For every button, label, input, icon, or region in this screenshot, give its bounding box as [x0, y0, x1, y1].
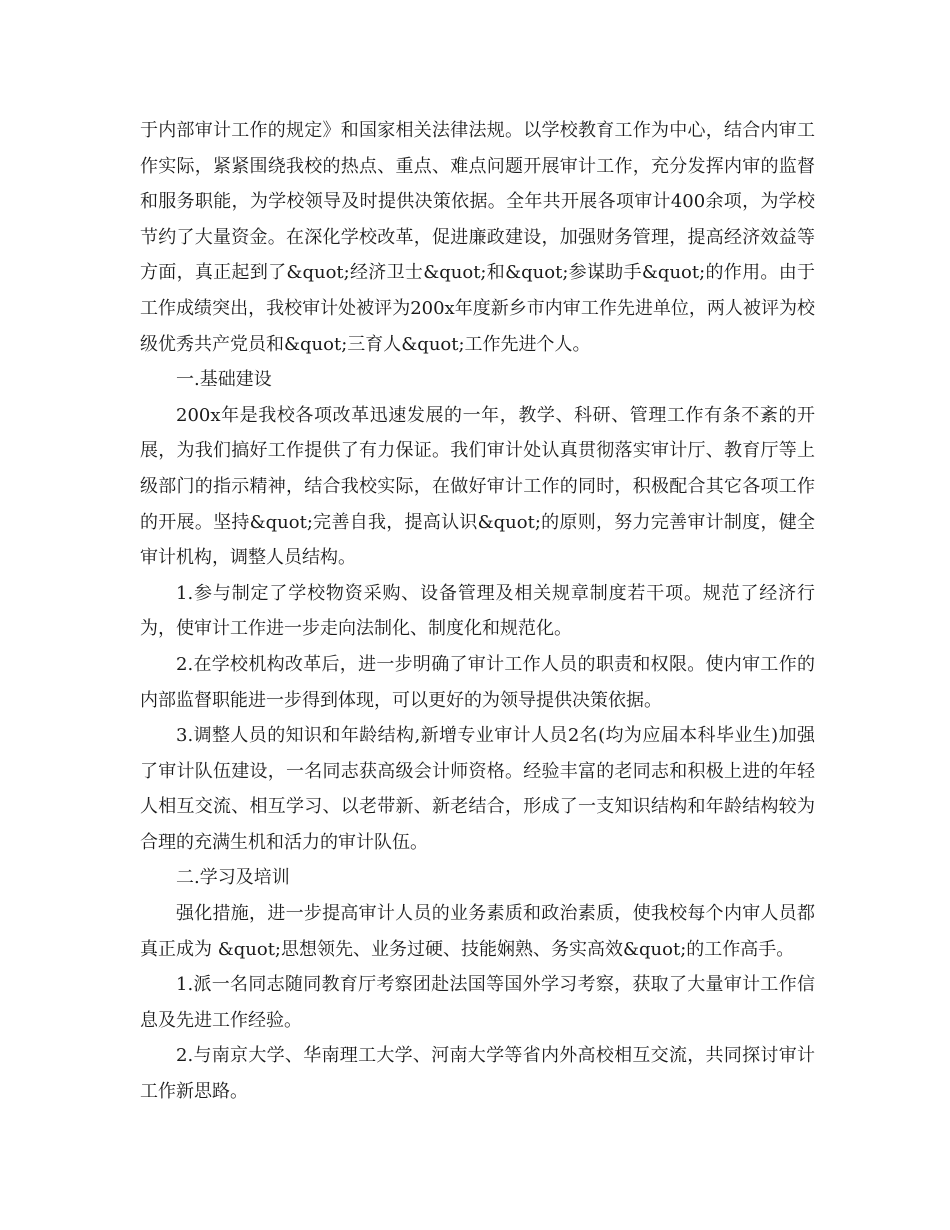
list-item-1-study-abroad: 1.派一名同志随同教育厅考察团赴法国等国外学习考察，获取了大量审计工作信息及先进工作经验。	[140, 974, 815, 1031]
list-item-1-regulations: 1.参与制定了学校物资采购、设备管理及相关规章制度若干项。规范了经济行为，使审计工作进一步走向法制化、制度化和规范化。	[140, 582, 815, 640]
intro-paragraph: 于内部审计工作的规定》和国家相关法律法规。以学校教育工作为中心，结合内审工作实际，紧紧围绕我校的热点、重点、难点问题开展审计工作，充分发挥内审的监督和服务职能，为学校领导及时提供决策依据。全年共开展各项审计400余项，为学校节约了大量资金。在深化学校改革，促进廉政建设，加强财务管理，提高经济效益等方面，真正起到了&quot;经济卫士&quot;和&quot;参谋助手&quot;的作用。由于工作成绩突出，我校审计处被评为200x年度新乡市内审工作先进单位，两人被评为校级优秀共产党员和&quot;三育人&quot;工作先进个人。	[140, 120, 815, 355]
list-item-2-exchange: 2.与南京大学、华南理工大学、河南大学等省内外高校相互交流，共同探讨审计工作新思路。	[140, 1045, 815, 1103]
section-heading-training: 二.学习及培训	[176, 867, 290, 889]
document-body	[140, 113, 815, 1110]
section-heading-basic-construction: 一.基础建设	[176, 369, 272, 391]
list-item-2-responsibilities: 2.在学校机构改革后，进一步明确了审计工作人员的职责和权限。使内审工作的内部监督职能进一步得到体现，可以更好的为领导提供决策依据。	[140, 653, 815, 711]
basic-construction-paragraph: 200x年是我校各项改革迅速发展的一年，教学、科研、管理工作有条不紊的开展，为我们搞好工作提供了有力保证。我们审计处认真贯彻落实审计厅、教育厅等上级部门的指示精神，结合我校实际，在做好审计工作的同时，积极配合其它各项工作的开展。坚持&quot;完善自我，提高认识&quot;的原则，努力完善审计制度，健全审计机构，调整人员结构。	[140, 404, 815, 569]
list-item-3-personnel: 3.调整人员的知识和年龄结构,新增专业审计人员2名(均为应届本科毕业生)加强了审计队伍建设，一名同志获高级会计师资格。经验丰富的老同志和积极上进的年轻人相互交流、相互学习、以老带新、新老结合，形成了一支知识结构和年龄结构较为合理的充满生机和活力的审计队伍。	[140, 725, 815, 853]
training-paragraph: 强化措施，进一步提高审计人员的业务素质和政治素质，使我校每个内审人员都真正成为 &quot;思想领先、业务过硬、技能娴熟、务实高效&quot;的工作高手。	[140, 903, 815, 960]
